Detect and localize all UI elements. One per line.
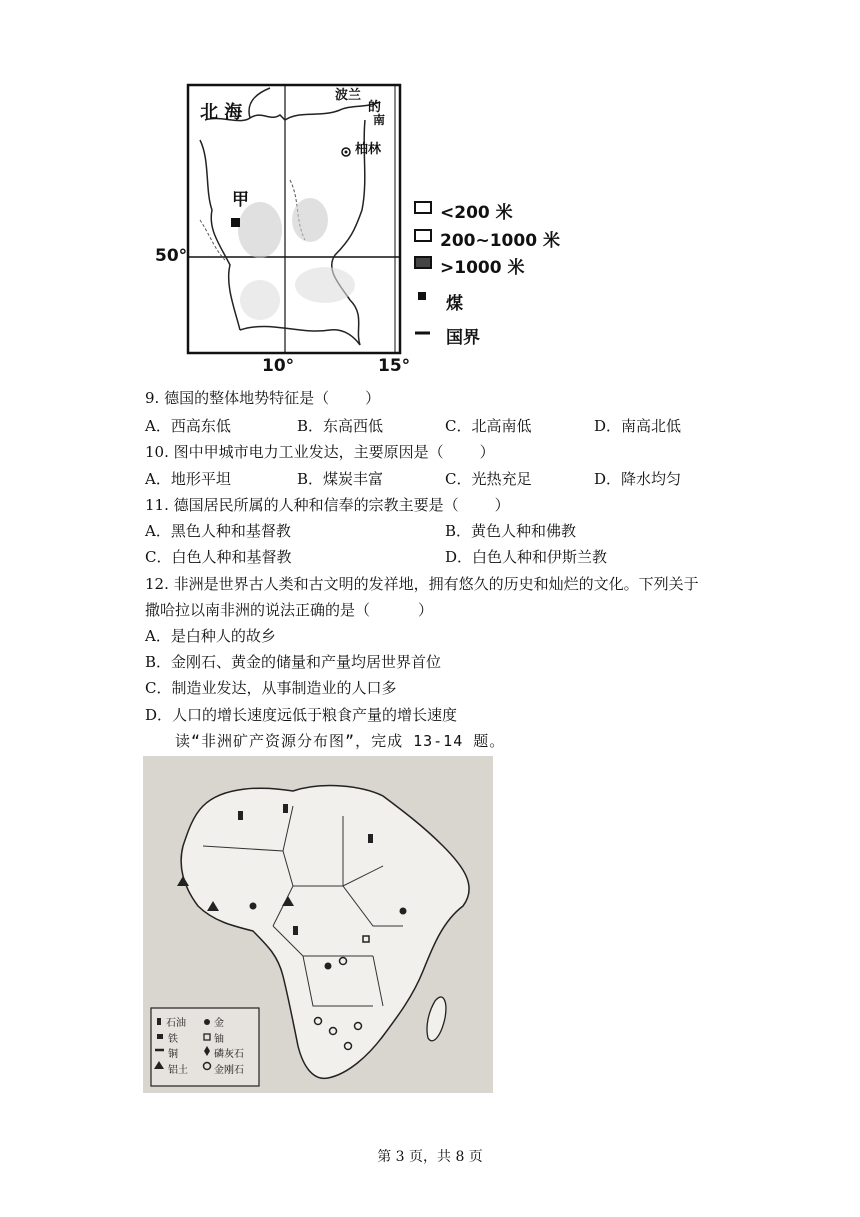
poland-label: 波兰 bbox=[335, 88, 362, 103]
africa-legend-uranium: 铀 bbox=[214, 1034, 224, 1045]
jia-city-label: 甲 bbox=[232, 190, 249, 210]
africa-legend-copper: 铜 bbox=[168, 1049, 178, 1060]
berlin-label: 柏林 bbox=[355, 142, 382, 157]
question-11-stem: 11. 德国居民所属的人种和信奉的宗教主要是（ ） bbox=[145, 496, 510, 514]
legend-coal: 煤 bbox=[446, 294, 463, 314]
legend-high-elevation: >1000 米 bbox=[440, 258, 525, 278]
question-9-stem: 9. 德国的整体地势特征是（ ） bbox=[145, 389, 381, 407]
africa-legend-gold: 金 bbox=[214, 1018, 224, 1029]
longitude-label-15: 15° bbox=[378, 356, 411, 376]
q9-option-a[interactable]: A．西高东低 bbox=[145, 417, 231, 435]
q12-option-a[interactable]: A．是白种人的故乡 bbox=[145, 627, 276, 645]
q12-option-c[interactable]: C．制造业发达，从事制造业的人口多 bbox=[145, 679, 397, 697]
question-12-stem-line1: 12. 非洲是世界古人类和古文明的发祥地，拥有悠久的历史和灿烂的文化。下列关于 bbox=[145, 575, 699, 593]
q9-option-d[interactable]: D．南高北低 bbox=[594, 417, 682, 435]
q9-option-b[interactable]: B．东高西低 bbox=[297, 417, 384, 435]
q10-option-a[interactable]: A．地形平坦 bbox=[145, 470, 231, 488]
q11-option-a[interactable]: A．黑色人种和基督教 bbox=[145, 522, 291, 540]
latitude-label: 50° bbox=[155, 246, 188, 266]
africa-mineral-map bbox=[143, 756, 493, 1093]
africa-legend-apatite: 磷灰石 bbox=[214, 1049, 244, 1060]
poland-label-2: 的 bbox=[368, 100, 382, 115]
poland-label-3: 南 bbox=[373, 113, 386, 127]
q12-option-d[interactable]: D．人口的增长速度远低于粮食产量的增长速度 bbox=[145, 706, 458, 724]
q11-option-b[interactable]: B．黄色人种和佛教 bbox=[445, 522, 577, 540]
q9-option-c[interactable]: C．北高南低 bbox=[445, 417, 532, 435]
q10-option-c[interactable]: C．光热充足 bbox=[445, 470, 532, 488]
africa-legend-iron: 铁 bbox=[168, 1034, 178, 1045]
africa-legend-oil: 石油 bbox=[166, 1018, 186, 1029]
q12-option-b[interactable]: B．金刚石、黄金的储量和产量均居世界首位 bbox=[145, 653, 442, 671]
q10-option-d[interactable]: D．降水均匀 bbox=[594, 470, 682, 488]
q11-option-d[interactable]: D．白色人种和伊斯兰教 bbox=[445, 548, 608, 566]
africa-legend-diamond: 金刚石 bbox=[214, 1065, 244, 1076]
q11-option-c[interactable]: C．白色人种和基督教 bbox=[145, 548, 292, 566]
question-12-stem-line2: 撒哈拉以南非洲的说法正确的是（ ） bbox=[145, 601, 434, 619]
legend-border: 国界 bbox=[446, 328, 480, 348]
legend-low-elevation: <200 米 bbox=[440, 203, 513, 223]
reading-instruction: 读“非洲矿产资源分布图”，完成 13-14 题。 bbox=[175, 732, 506, 750]
longitude-label-10: 10° bbox=[262, 356, 295, 376]
legend-mid-elevation: 200~1000 米 bbox=[440, 231, 560, 251]
north-sea-label: 北 海 bbox=[200, 102, 243, 123]
question-10-stem: 10. 图中甲城市电力工业发达，主要原因是（ ） bbox=[145, 443, 495, 461]
page-footer: 第 3 页，共 8 页 bbox=[377, 1149, 483, 1165]
africa-legend-bauxite: 铝土 bbox=[168, 1065, 188, 1076]
q10-option-b[interactable]: B．煤炭丰富 bbox=[297, 470, 384, 488]
